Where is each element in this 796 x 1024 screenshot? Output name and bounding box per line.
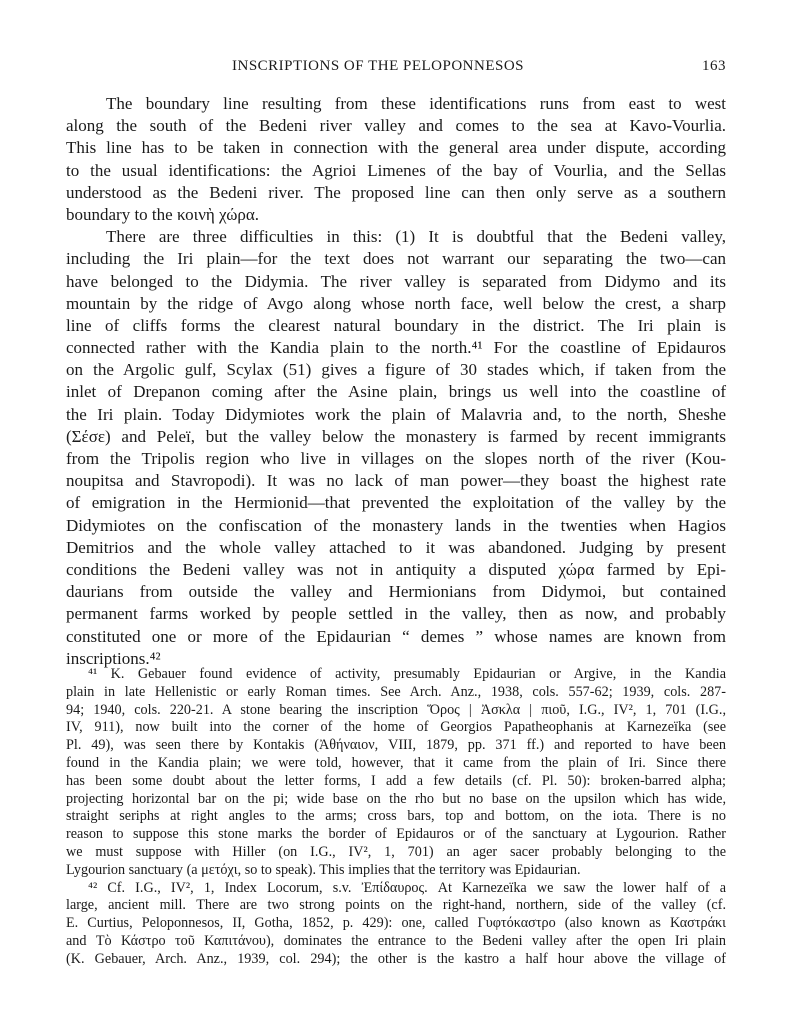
footnote-line: (K. Gebauer, Arch. Anz., 1939, col. 294); the other is the kastro a half hour above the village of [66,950,726,967]
footnote-line: E. Curtius, Peloponnesos, II, Gotha, 1852, p. 429): one, called Γυφτόκαστρο (also known as Καστράκι [66,915,726,932]
page-header [66,58,726,80]
paragraph-line: inscriptions.⁴² [66,648,161,668]
footnote-line: we must suppose with Hiller (on I.G., IV², 1, 701) an ager sacer probably belonging to the [66,843,726,860]
footnote-line: IV, 911), now built into the corner of the home of Georgios Papatheophanis at Karnezeïka (see [66,719,726,736]
paragraph-line: conditions the Bedeni valley was not in antiquity a disputed χώρα farmed by Epi- [66,559,726,579]
footnote-line: has been some doubt about the letter forms, I add a few details (cf. Pl. 50): broken-barred alpha; [66,772,726,789]
paragraph-line: along the south of the Bedeni river valley and comes to the sea at Kavo-Vourlia. [66,116,726,136]
paragraph-line: The boundary line resulting from these identifications runs from east to west [106,94,726,113]
footnote-line: ⁴² Cf. I.G., IV², 1, Index Locorum, s.v. Ἐπίδαυρος. At Karnezeïka we saw the lower half of a [88,879,726,896]
paragraph-line: mountain by the ridge of Avgo along whose north face, well below the crest, a sharp [66,293,726,313]
paragraph-line: connected rather with the Kandia plain to the north.⁴¹ For the coastline of Epidauros [66,338,726,358]
paragraph-line: Didymiotes on the confiscation of the monastery lands in the twenties when Hagios [66,515,726,535]
paragraph-line: from the Tripolis region who live in villages on the slopes north of the river (Kou- [66,449,726,468]
paragraph-line: of emigration in the Hermionid—that prevented the exploitation of the valley by the [66,493,726,513]
footnote-line: Lygourion sanctuary (a μετόχι, so to speak). This implies that the territory was Epidaurian. [66,861,581,878]
paragraph-line: noupitsa and Stavropodi). It was no lack of man power—they boast the highest rate [66,471,726,491]
footnote-line: projecting horizontal bar on the pi; wide base on the rho but no base on the upsilon which has wide, [66,790,726,807]
footnotes [66,666,726,969]
footnote-line: found in the Kandia plain; we were told, however, that it came from the plain of Iri. Since there [66,754,726,771]
footnote-line: reason to suppose this stone marks the border of Epidauros or of the sanctuary at Lygourion. Rather [66,826,726,843]
paragraph-line: including the Iri plain—for the text does not warrant our separating the two—can [66,249,726,269]
footnote-line: large, ancient mill. There are two strong points on the right-hand, northern, side of the valley (cf. [66,897,726,914]
paragraph-line: understood as the Bedeni river. The proposed line can then only serve as a southern [66,182,726,202]
paragraph-line: line of cliffs forms the clearest natural boundary in the district. The Iri plain is [66,315,726,335]
paragraph-line: Demitrios and the whole valley attached to it was abandoned. Judging by present [66,537,726,557]
paragraph-line: the Iri plain. Today Didymiotes work the plain of Malavria and, to the north, Sheshe [66,404,726,424]
paragraph-line: have belonged to the Didymia. The river valley is separated from Didymo and its [66,271,726,291]
footnote-line: 94; 1940, cols. 220-21. A stone bearing the inscription Ὅρος | Ἀσκλα | πιοῦ, I.G., IV², 1, 701 (I.G., [66,701,726,718]
paragraph-line: inlet of Drepanon coming after the Asine plain, brings us well into the coastline of [66,382,726,402]
paragraph-line: boundary to the κοινὴ χώρα. [66,204,260,224]
paragraph-line: This line has to be taken in connection with the general area under dispute, according [66,138,726,158]
footnote-line: Pl. 49), was seen there by Kontakis (Ἀθήναιον, VIII, 1879, pp. 371 ff.) and reported to have been [66,737,726,754]
footnote-line: ⁴¹ K. Gebauer found evidence of activity, presumably Epidaurian or Argive, in the Kandia [88,666,726,682]
paragraph-line: on the Argolic gulf, Scylax (51) gives a figure of 30 stades which, if taken from the [66,360,726,380]
footnote-line: plain in late Hellenistic or early Roman times. See Arch. Anz., 1938, cols. 557-62; 1939, cols. 287- [66,683,726,700]
paragraph-line: daurians from outside the valley and Hermionians from Didymoi, but contained [66,582,726,602]
paragraph-line: There are three difficulties in this: (1) It is doubtful that the Bedeni valley, [106,227,726,247]
main-text [66,93,726,670]
paragraph-line: permanent farms worked by people settled in the valley, then as now, and probably [66,604,726,624]
page-number: 163 [702,58,726,74]
running-head: INSCRIPTIONS OF THE PELOPONNESOS [232,58,525,74]
paragraph-line: constituted one or more of the Epidaurian “ demes ” whose names are known from [66,626,726,646]
paragraph-line: (Σέσε) and Peleï, but the valley below the monastery is farmed by recent immigrants [66,426,726,446]
footnote-line: and Τὸ Κάστρο τοῦ Καπιτάνου), dominates the entrance to the Bedeni valley after the open Iri plain [66,932,726,949]
paragraph-line: to the usual identifications: the Agrioi Limenes of the bay of Vourlia, and the Sellas [66,160,726,180]
footnote-line: straight seriphs at right angles to the arms; cross bars, top and bottom, on the iota. There is no [66,808,726,825]
